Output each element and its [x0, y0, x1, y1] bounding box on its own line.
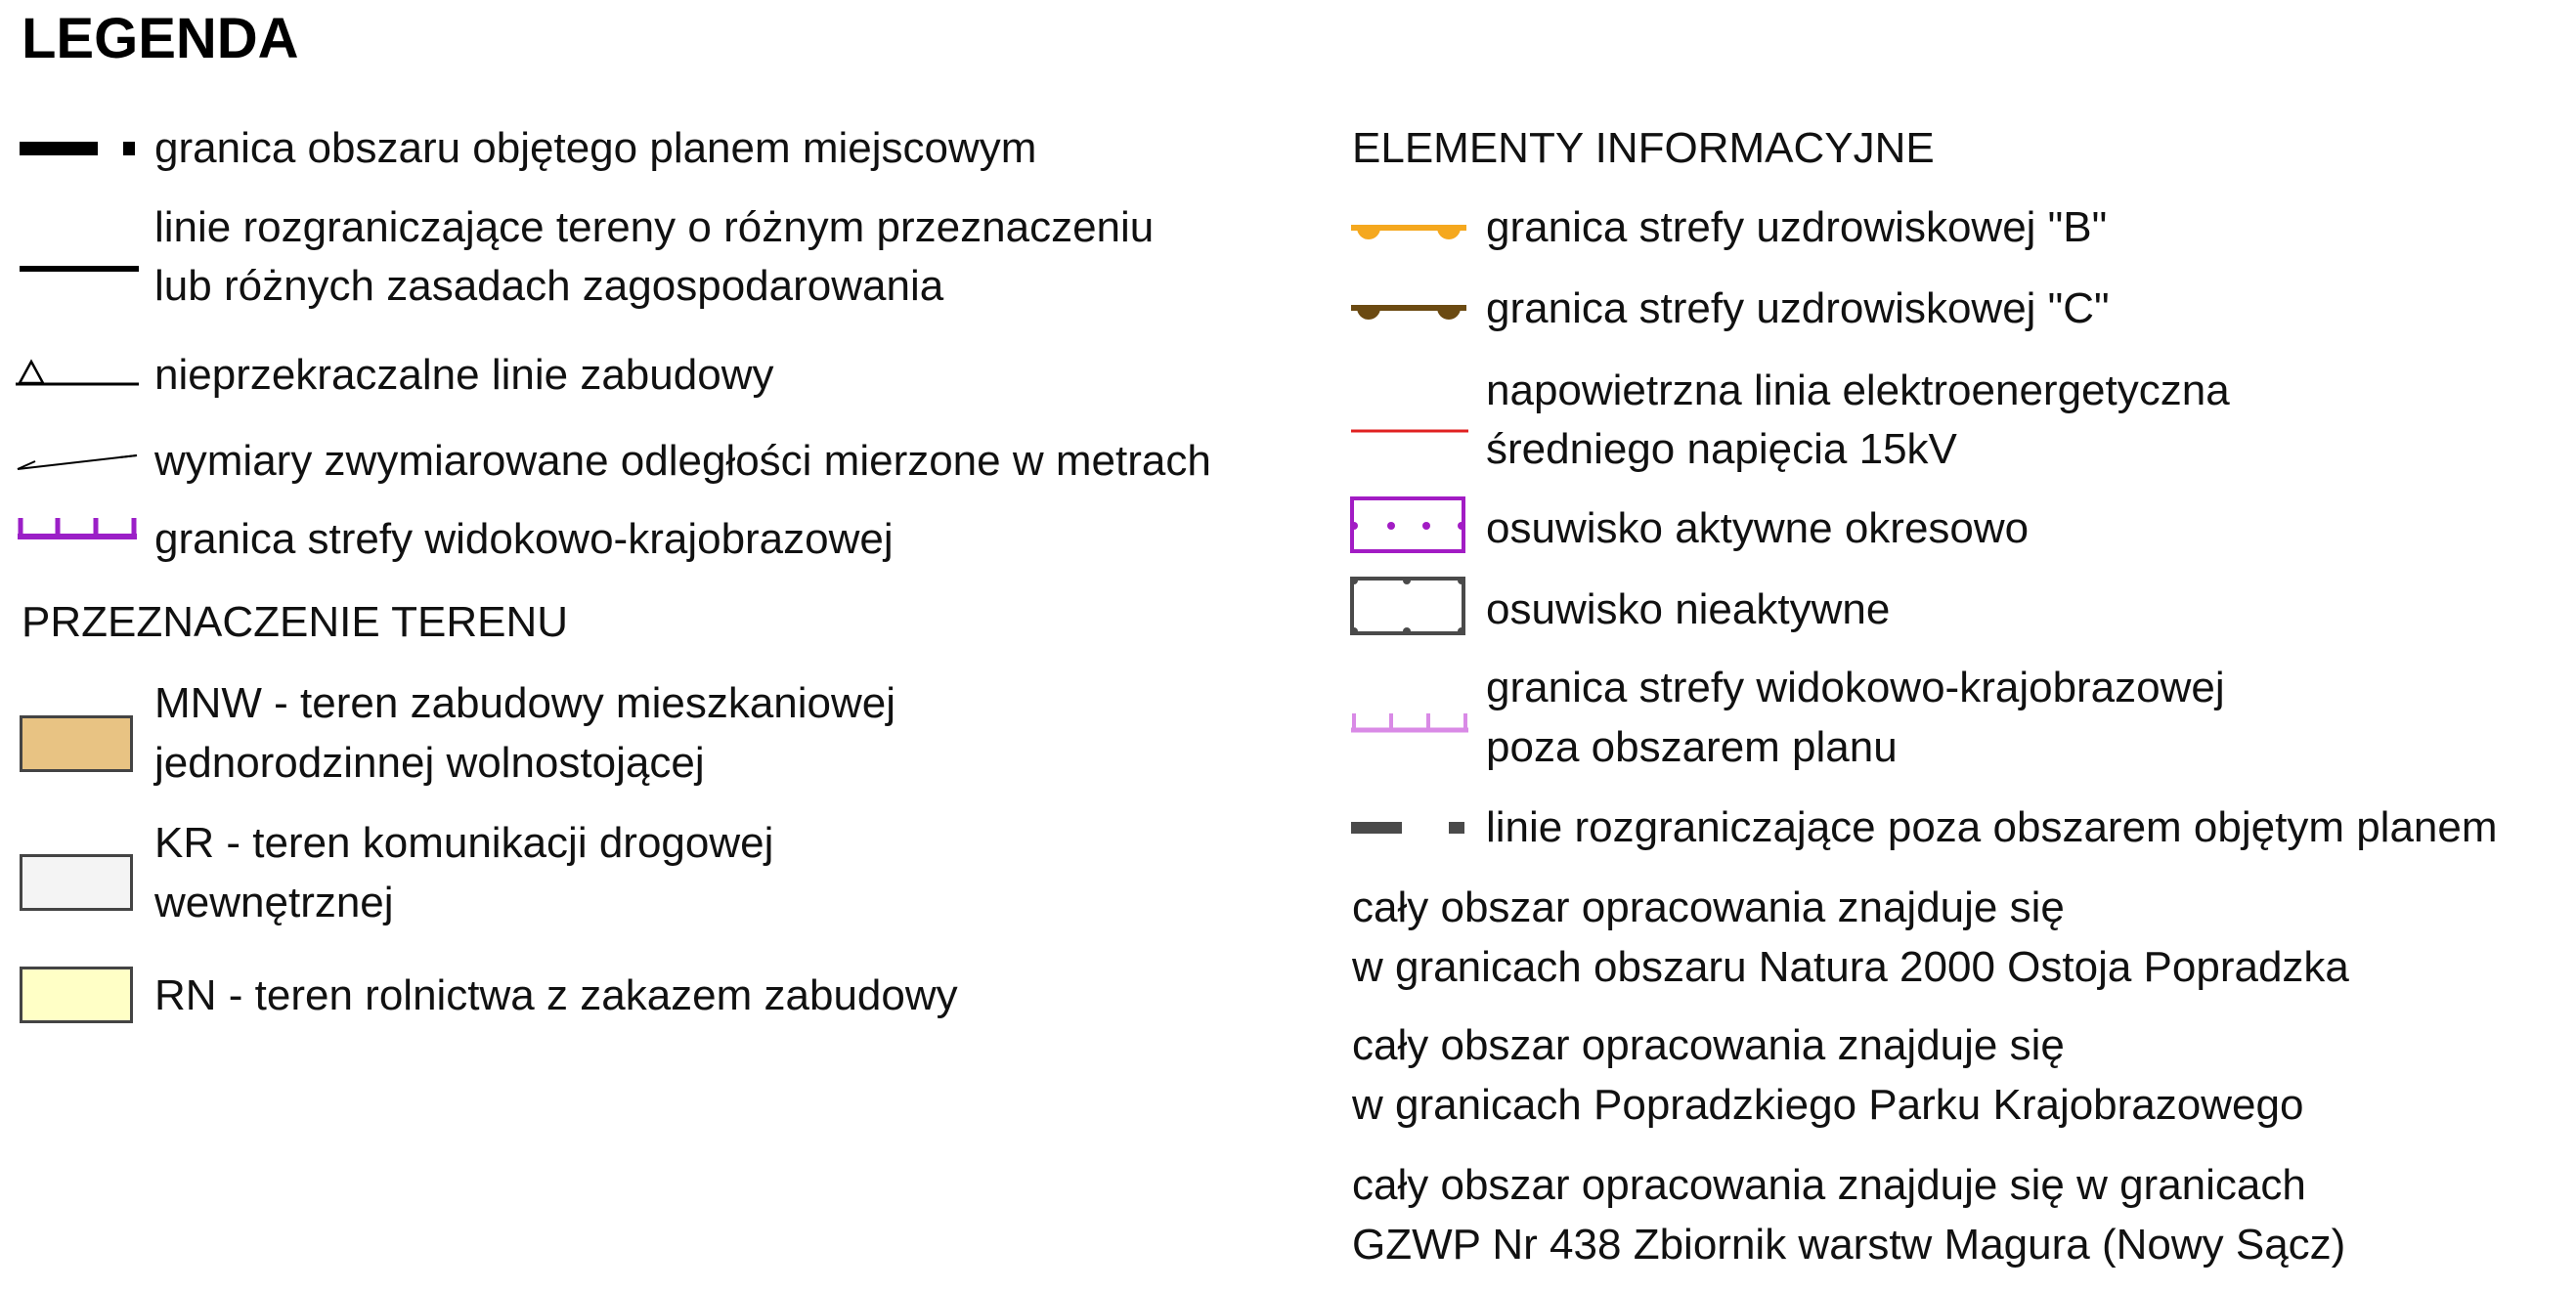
spa-zone-b-icon	[1349, 223, 1468, 248]
rn-swatch	[20, 967, 133, 1023]
power-line-icon	[1351, 429, 1468, 433]
legend-label-plan-boundary: granica obszaru objętego planem miejscowym	[154, 124, 1037, 172]
note-gzwp-2: GZWP Nr 438 Zbiornik warstw Magura (Nowy Sącz)	[1352, 1221, 2346, 1269]
legend-label-outside-view-zone-2: poza obszarem planu	[1486, 723, 1898, 771]
note-park-1: cały obszar opracowania znajduje się	[1352, 1021, 2065, 1069]
note-natura-1: cały obszar opracowania znajduje się	[1352, 883, 2065, 931]
note-gzwp-1: cały obszar opracowania znajduje się w granicach	[1352, 1161, 2306, 1209]
legend-label-kr-2: wewnętrznej	[154, 879, 394, 926]
legend-label-mnw-2: jednorodzinnej wolnostojącej	[154, 739, 705, 787]
note-park-2: w granicach Popradzkiego Parku Krajobrazowego	[1352, 1081, 2304, 1129]
legend-label-spa-zone-b: granica strefy uzdrowiskowej "B"	[1486, 203, 2108, 251]
building-line-icon	[16, 358, 139, 387]
outside-dividing-line-icon	[1351, 822, 1468, 834]
legend-label-rn: RN - teren rolnictwa z zakazem zabudowy	[154, 971, 958, 1019]
legend-label-dividing-lines-2: lub różnych zasadach zagospodarowania	[154, 262, 944, 310]
legend-label-kr-1: KR - teren komunikacji drogowej	[154, 819, 774, 867]
active-landslide-icon	[1350, 496, 1465, 553]
legend-label-spa-zone-c: granica strefy uzdrowiskowej "C"	[1486, 284, 2110, 332]
legend-label-power-line-1: napowietrzna linia elektroenergetyczna	[1486, 366, 2230, 414]
kr-swatch	[20, 854, 133, 911]
legend-label-mnw-1: MNW - teren zabudowy mieszkaniowej	[154, 679, 896, 727]
view-zone-boundary-icon	[18, 516, 137, 539]
plan-boundary-icon	[20, 142, 137, 155]
legend-label-active-landslide: osuwisko aktywne okresowo	[1486, 504, 2030, 552]
spa-zone-c-icon	[1349, 303, 1468, 328]
legend-label-dividing-lines-1: linie rozgraniczające tereny o różnym przeznaczeniu	[154, 203, 1155, 251]
legend-label-building-line: nieprzekraczalne linie zabudowy	[154, 351, 774, 399]
mnw-swatch	[20, 715, 133, 772]
outside-view-zone-icon	[1351, 711, 1468, 733]
legend-label-power-line-2: średniego napięcia 15kV	[1486, 425, 1957, 473]
legend-label-inactive-landslide: osuwisko nieaktywne	[1486, 585, 1891, 633]
legend-label-outside-dividing-line: linie rozgraniczające poza obszarem objętym planem	[1486, 803, 2498, 851]
legend-label-view-zone: granica strefy widokowo-krajobrazowej	[154, 515, 894, 563]
note-natura-2: w granicach obszaru Natura 2000 Ostoja Popradzka	[1352, 943, 2349, 991]
inactive-landslide-icon	[1350, 577, 1465, 635]
legend-label-outside-view-zone-1: granica strefy widokowo-krajobrazowej	[1486, 664, 2225, 711]
information-elements-heading: ELEMENTY INFORMACYJNE	[1352, 124, 1935, 172]
land-use-heading: PRZEZNACZENIE TERENU	[22, 598, 569, 646]
dividing-line-icon	[20, 266, 139, 272]
dimension-line-icon	[16, 450, 139, 471]
legend-label-dimensions: wymiary zwymiarowane odległości mierzone w metrach	[154, 437, 1211, 485]
legend-title: LEGENDA	[22, 7, 299, 70]
